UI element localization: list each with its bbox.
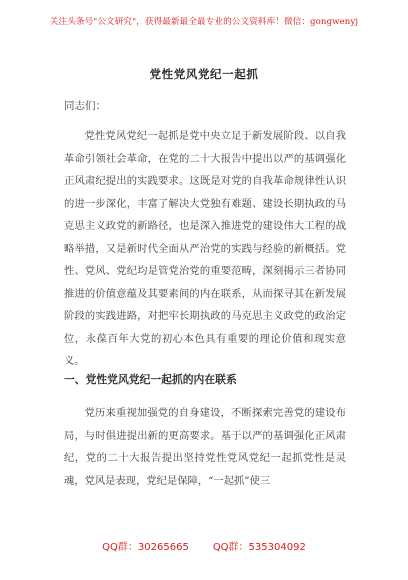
- footer-contact: [0, 538, 408, 553]
- qq-group-1: QQ群：30265665: [102, 542, 189, 553]
- document-title: 党性党风党纪一起抓: [149, 67, 259, 81]
- qq-group-2: QQ群：535304092: [212, 542, 306, 553]
- greeting: 同志们：: [64, 100, 106, 112]
- section-heading: 一、党性党风党纪一起抓的内在联系: [64, 373, 237, 386]
- body-paragraph-2: 党历来重视加强党的自身建设，不断探索完善党的建设布局，与时俱进提出新的更高要求。基于以严的基调强化正风肃纪，党的二十大报告提出坚持党性党风党纪一起抓党性是灵魂，党风是表现，党纪是保障，“一起抓”使三: [64, 407, 346, 487]
- body-paragraph-1: 党性党风党纪一起抓是党中央立足于新发展阶段、以自我革命引领社会革命，在党的二十大报告中提出以严的基调强化正风肃纪提出的实践要求。这既是对党的自我革命规律性认识的进一步深化，丰富了解决大党独有难题、建设长期执政的马克思主义政党的新路径，也是深入推进党的建设伟大工程的战略举措，又是新时代全面从严治党的实践与经验的新概括。党性、党风、党纪均是管党治党的重要范畴，深刻揭示三者协同推进的价值意蕴及其要素间的内在联系，从而探寻其在新发展阶段的实践进路，对把牢长期执政的马克思主义政党的政治定位，永葆百年大党的初心本色具有重要的理论价值和现实意义。: [64, 130, 346, 367]
- promo-banner: 关注头条号"公文研究"，获得最新最全最专业的公文资料库！微信：gongwenyj: [49, 17, 359, 27]
